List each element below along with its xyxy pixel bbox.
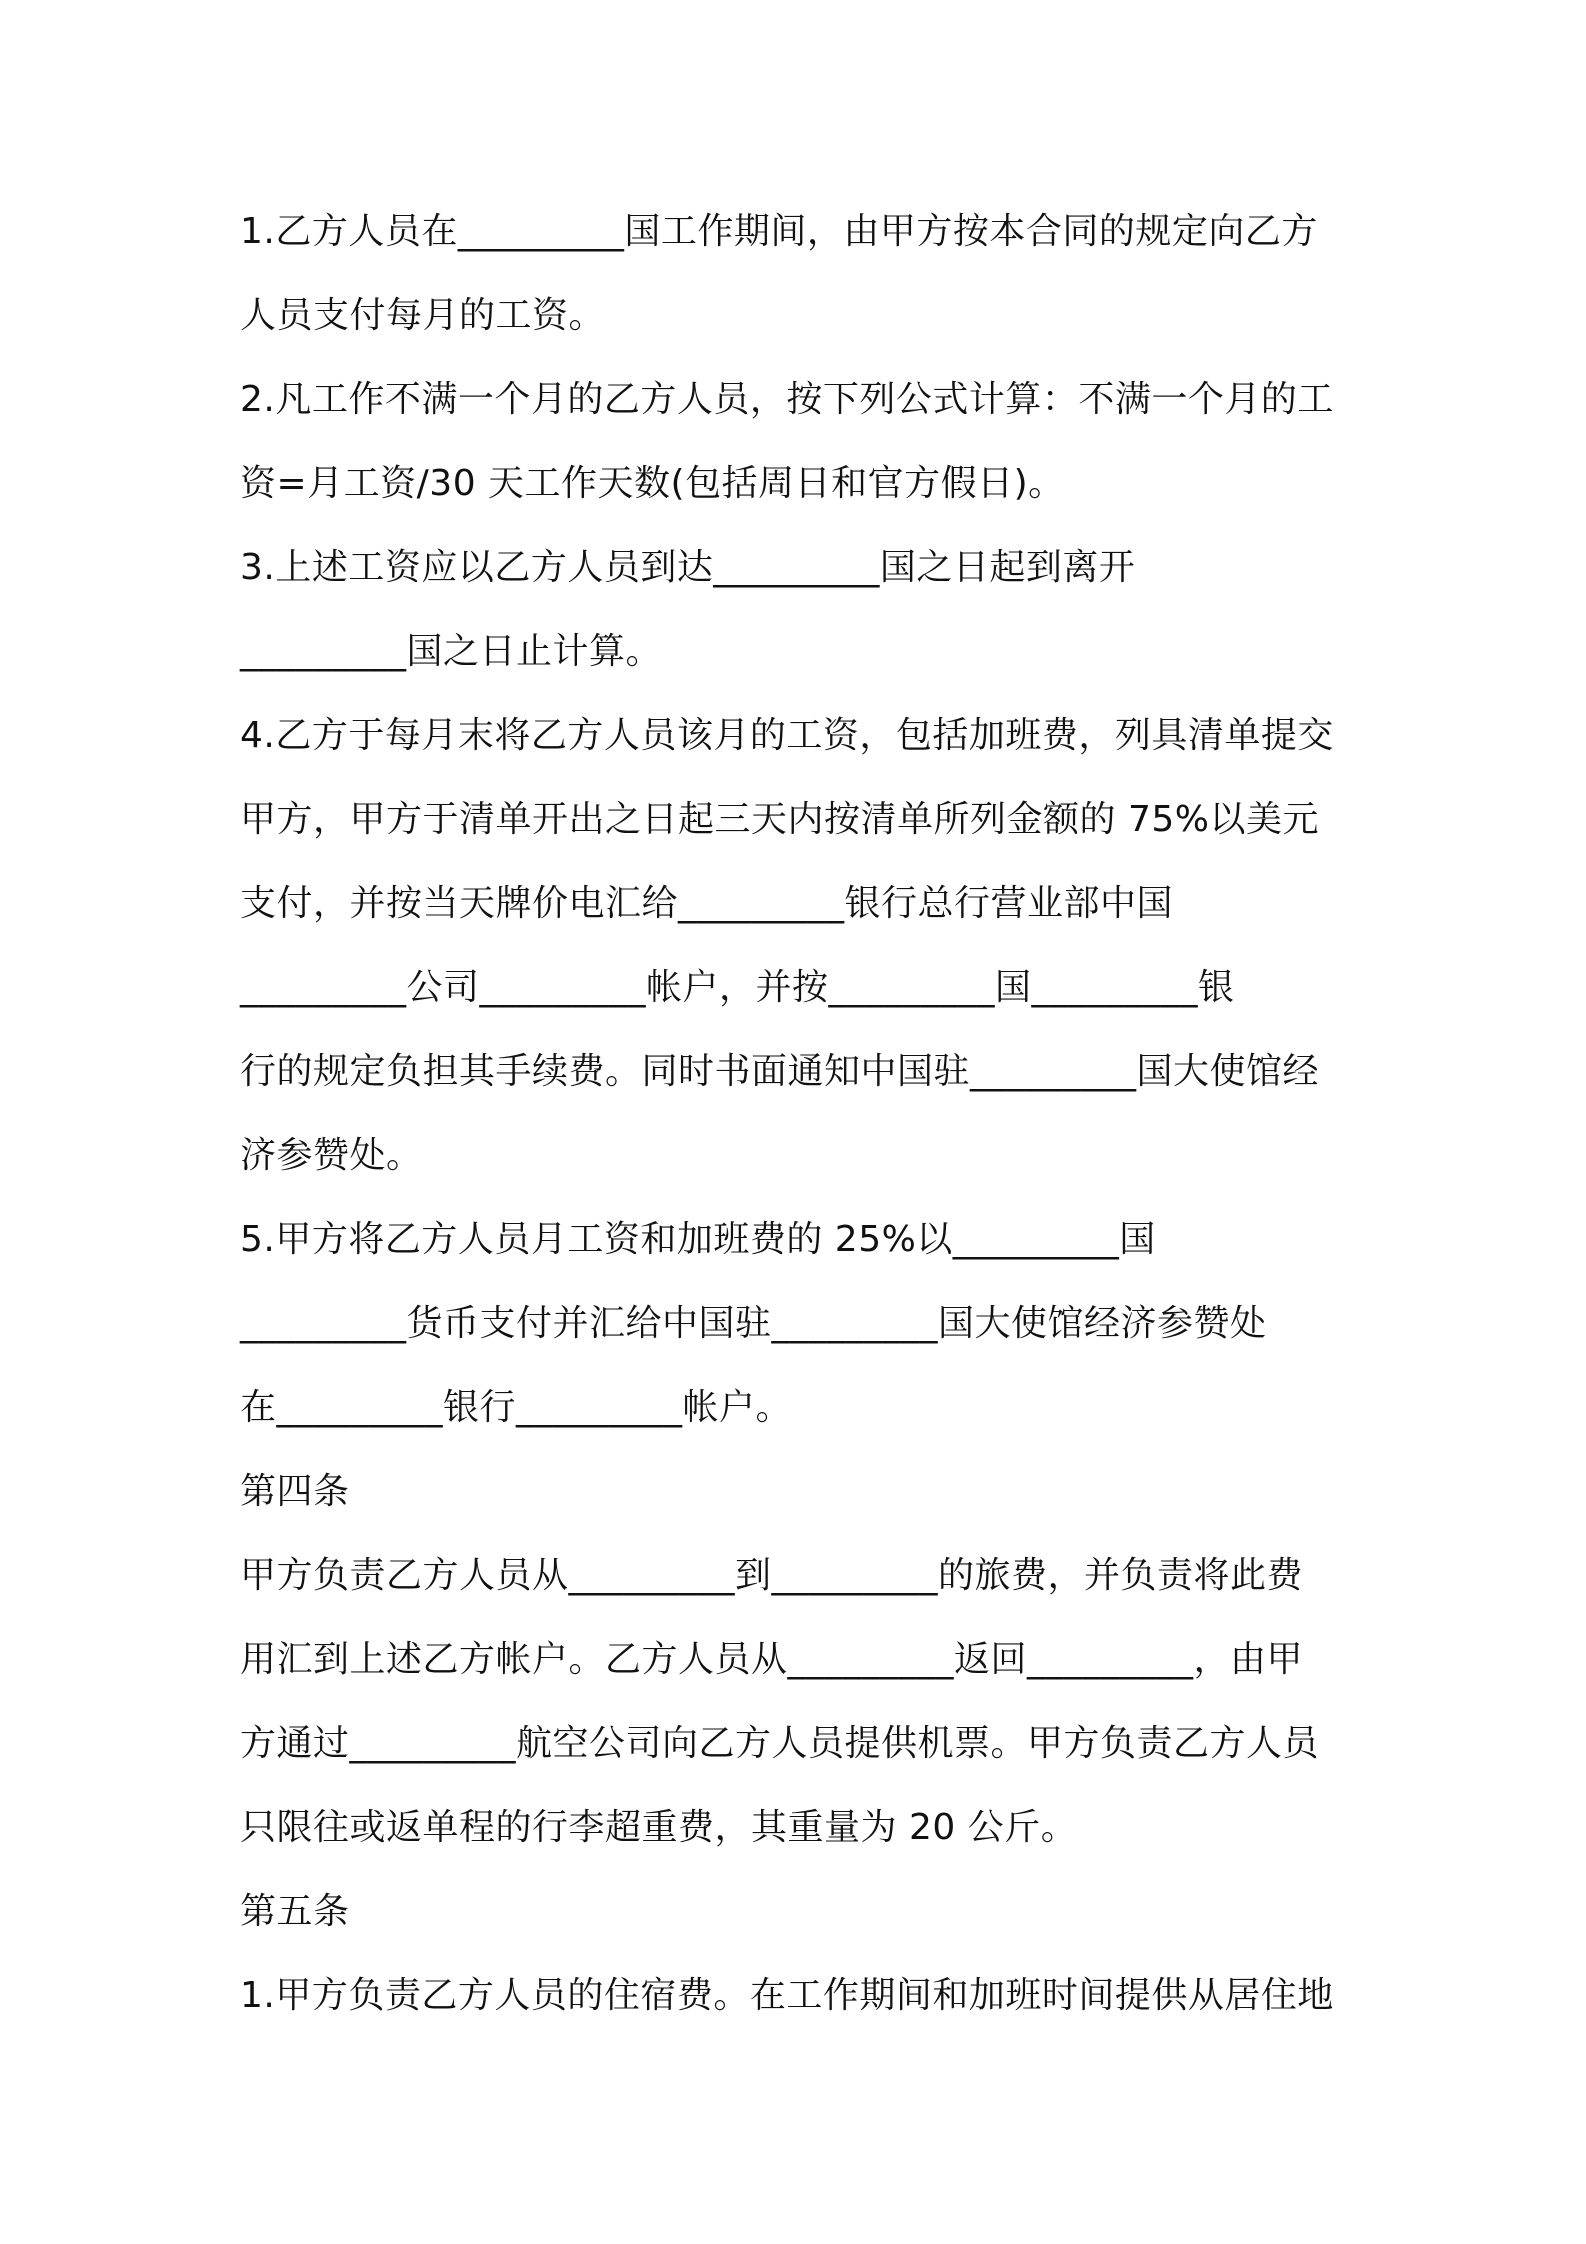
text-line: 人员支付每月的工资。 xyxy=(240,295,606,336)
section-heading: 第五条 xyxy=(240,1891,350,1932)
text-line: 行的规定负担其手续费。同时书面通知中国驻_________国大使馆经 xyxy=(240,1051,1320,1092)
text-line: 用汇到上述乙方帐户。乙方人员从_________返回_________，由甲 xyxy=(240,1639,1304,1680)
section-heading: 第四条 xyxy=(240,1471,350,1512)
text-line: 方通过_________航空公司向乙方人员提供机票。甲方负责乙方人员 xyxy=(240,1723,1320,1764)
text-line: 甲方，甲方于清单开出之日起三天内按清单所列金额的 75%以美元 xyxy=(240,799,1319,840)
text-line: 3.上述工资应以乙方人员到达_________国之日起到离开 xyxy=(240,547,1136,588)
text-line: 甲方负责乙方人员从_________到_________的旅费，并负责将此费 xyxy=(240,1555,1304,1596)
text-line: 支付，并按当天牌价电汇给_________银行总行营业部中国 xyxy=(240,883,1174,924)
text-line: _________货币支付并汇给中国驻_________国大使馆经济参赞处 xyxy=(240,1303,1267,1344)
text-line: 只限往或返单程的行李超重费，其重量为 20 公斤。 xyxy=(240,1807,1078,1848)
text-line: 5.甲方将乙方人员月工资和加班费的 25%以_________国 xyxy=(240,1219,1156,1260)
text-line: _________公司_________帐户，并按_________国_________银 xyxy=(240,967,1235,1008)
text-line: 资=月工资/30 天工作天数(包括周日和官方假日)。 xyxy=(240,463,1065,504)
text-line: 在_________银行_________帐户。 xyxy=(240,1387,793,1428)
text-line: _________国之日止计算。 xyxy=(240,631,663,672)
text-line: 2.凡工作不满一个月的乙方人员，按下列公式计算：不满一个月的工 xyxy=(240,379,1334,420)
document-page xyxy=(240,196,1370,2044)
text-line: 1.乙方人员在_________国工作期间，由甲方按本合同的规定向乙方 xyxy=(240,211,1318,252)
text-line: 济参赞处。 xyxy=(240,1135,423,1176)
text-line: 1.甲方负责乙方人员的住宿费。在工作期间和加班时间提供从居住地 xyxy=(240,1975,1334,2016)
text-line: 4.乙方于每月末将乙方人员该月的工资，包括加班费，列具清单提交 xyxy=(240,715,1334,756)
